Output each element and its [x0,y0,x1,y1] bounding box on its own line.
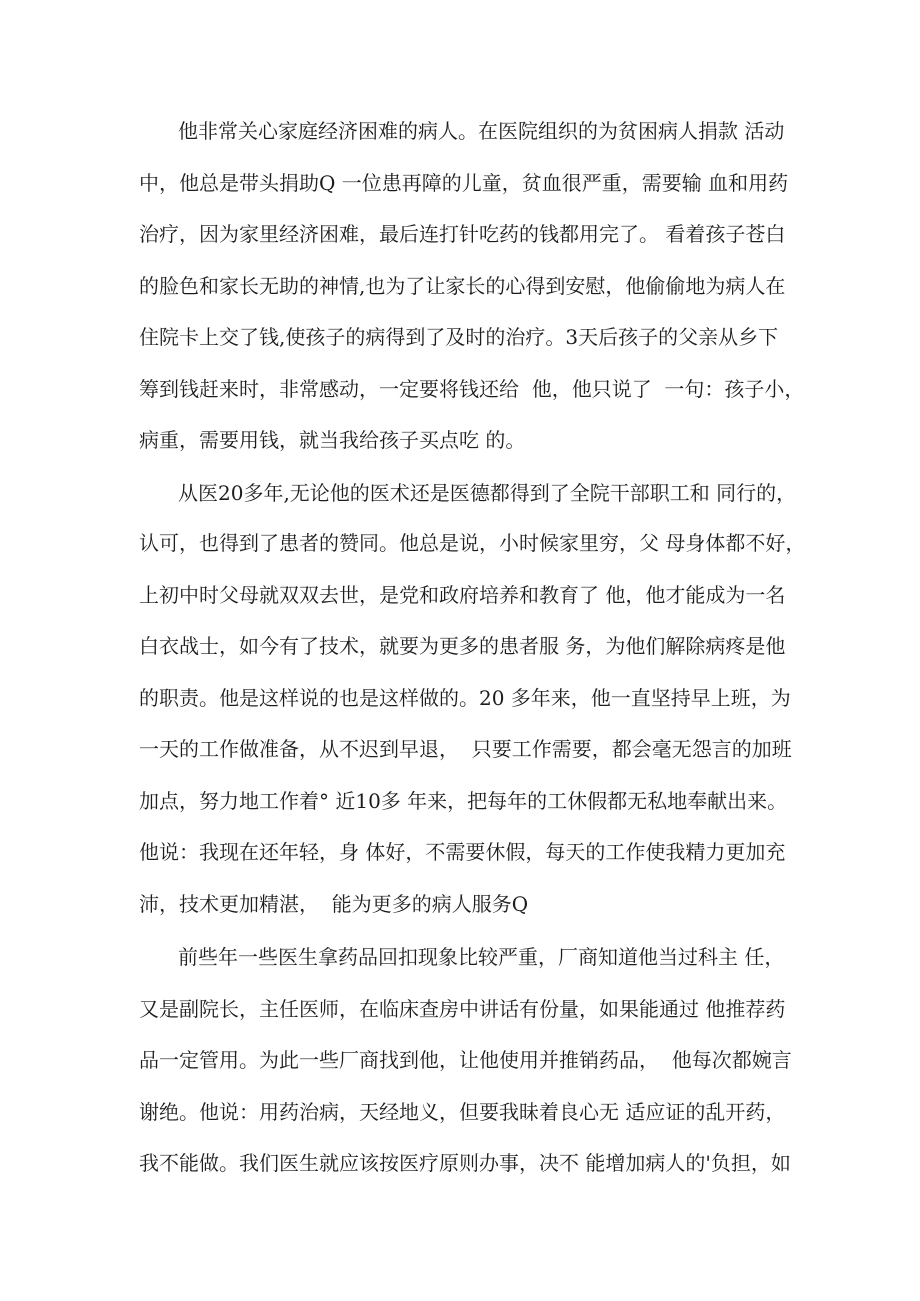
text-line: 的脸色和家长无助的神情,也为了让家长的心得到安慰，他偷偷地为病人在 [139,274,786,298]
text-line: 的职责。他是这样说的也是这样做的。20 多年来，他一直坚持早上班，为 [139,686,791,710]
text-line: 中，他总是带头捐助Q 一位患再障的儿童，贫血很严重，需要输 血和用药 [139,171,789,195]
text-line: 品一定管用。为此一些厂商找到他，让他使用并推销药品， 他每次都婉言 [139,1048,792,1072]
text-line: 白衣战士，如今有了技术，就要为更多的患者服 务，为他们解除病疼是他 [139,634,786,658]
text-line: 认可，也得到了患者的赞同。他总是说，小时候家里穷，父 母身体都不好， [139,531,806,555]
text-line: 他非常关心家庭经济困难的病人。在医院组织的为贫困病人捐款 活动 [178,119,785,143]
text-line: 谢绝。他说：用药治病，天经地义，但要我昧着良心无 适应证的乱开药， [139,1100,786,1124]
text-line: 他说：我现在还年轻，身 体好，不需要休假，每天的工作使我精力更加充 [139,840,786,864]
text-line: 我不能做。我们医生就应该按医疗原则办事，决不 能增加病人的'负担，如 [139,1151,791,1175]
text-line: 上初中时父母就双双去世，是党和政府培养和教育了 他，他才能成为一名 [139,583,786,607]
text-line: 病重，需要用钱，就当我给孩子买点吃 的。 [139,428,526,452]
text-line: 一天的工作做准备，从不迟到早退， 只要工作需要，都会毫无怨言的加班 [139,737,792,761]
text-line: 筹到钱赶来时，非常感动，一定要将钱还给 他，他只说了 一句：孩子小， [139,377,805,401]
text-line: 加点，努力地工作着° 近10多 年来，把每年的工休假都无私地奉献出来。 [139,789,788,813]
text-line: 又是副院长，主任医师，在临床查房中讲话有份量，如果能通过 他推荐药 [139,997,786,1021]
text-line: 治疗，因为家里经济困难，最后连打针吃药的钱都用完了。 看着孩子苍白 [139,222,786,246]
text-line: 沛，技术更加精湛， 能为更多的病人服务Q [139,892,529,916]
text-line: 住院卡上交了钱,使孩子的病得到了及时的治疗。3天后孩子的父亲从乡下 [139,325,779,349]
text-line: 前些年一些医生拿药品回扣现象比较严重，厂商知道他当过科主 任， [178,945,785,969]
text-line: 从医20多年,无论他的医术还是医德都得到了全院干部职工和 同行的， [178,481,797,505]
